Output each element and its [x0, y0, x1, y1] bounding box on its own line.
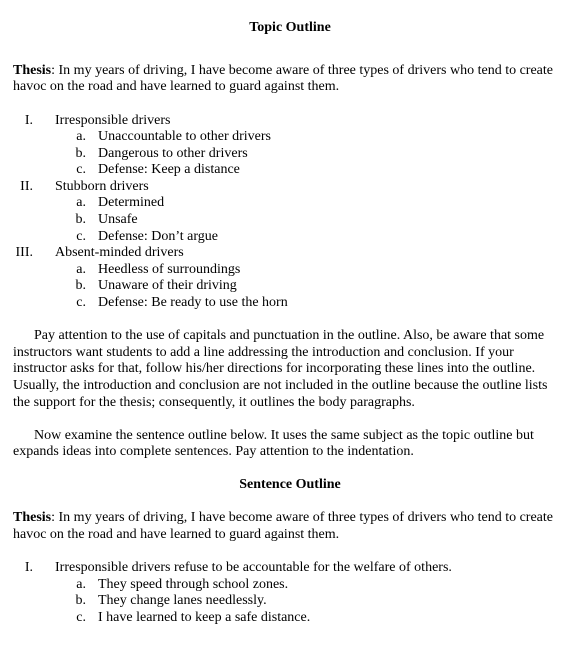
topic-section-1-item-c: Defense: Keep a distance [98, 162, 240, 177]
topic-section-3-title: Absent-minded drivers [55, 245, 184, 260]
topic-outline-title: Topic Outline [249, 20, 331, 35]
topic-section-2-item-a: Determined [98, 195, 165, 210]
topic-section-1-item-c-letter: c. [76, 162, 86, 177]
sentence-section-1-item-c: I have learned to keep a safe distance. [98, 610, 311, 625]
topic-section-1-item-b-letter: b. [75, 146, 86, 161]
topic-section-3-item-a: Heedless of surroundings [98, 262, 241, 277]
sentence-section-1-item-c-letter: c. [76, 610, 86, 625]
topic-thesis-label: Thesis [13, 63, 52, 78]
topic-section-3-item-a-letter: a. [76, 262, 86, 277]
topic-section-3-numeral: III. [15, 245, 33, 260]
paragraph-2-line-1: Now examine the sentence outline below. It uses the same subject as the topic outline but [34, 428, 534, 443]
topic-section-3-item-c-letter: c. [76, 295, 86, 310]
sentence-section-1-item-b: They change lanes needlessly. [98, 593, 267, 608]
topic-thesis-line1 [13, 63, 553, 80]
topic-section-3-item-b-letter: b. [75, 278, 86, 293]
topic-section-3-item-c: Defense: Be ready to use the horn [98, 295, 288, 310]
topic-section-2-numeral: II. [20, 179, 33, 194]
sentence-section-1-numeral: I. [24, 560, 33, 575]
sentence-outline-title: Sentence Outline [239, 477, 341, 492]
topic-thesis-line2: havoc on the road and have learned to guard against them. [13, 79, 340, 94]
topic-section-3-item-b: Unaware of their driving [98, 278, 237, 293]
topic-section-2-item-b: Unsafe [98, 212, 138, 227]
topic-section-2-item-c: Defense: Don’t argue [98, 229, 218, 244]
topic-thesis-text: : In my years of driving, I have become aware of three types of drivers who tend to create [51, 63, 553, 78]
topic-section-1-title: Irresponsible drivers [55, 113, 171, 128]
sentence-section-1-item-a: They speed through school zones. [98, 577, 289, 592]
sentence-section-1-item-a-letter: a. [76, 577, 86, 592]
topic-section-1-item-a-letter: a. [76, 129, 86, 144]
sentence-thesis-line2: havoc on the road and have learned to guard against them. [13, 527, 340, 542]
topic-section-2-title: Stubborn drivers [55, 179, 149, 194]
sentence-section-1-item-b-letter: b. [75, 593, 86, 608]
paragraph-1-line-3: instructor asks for that, follow his/her directions for incorporating these lines into the outline. [13, 361, 536, 376]
sentence-section-1-title: Irresponsible drivers refuse to be accountable for the welfare of others. [55, 560, 452, 575]
topic-section-2-item-a-letter: a. [76, 195, 86, 210]
topic-section-2-item-c-letter: c. [76, 229, 86, 244]
topic-section-2-item-b-letter: b. [75, 212, 86, 227]
sentence-thesis-label: Thesis [13, 510, 52, 525]
sentence-thesis-text: : In my years of driving, I have become aware of three types of drivers who tend to create [51, 510, 553, 525]
topic-section-1-numeral: I. [24, 113, 33, 128]
topic-section-1-item-b: Dangerous to other drivers [98, 146, 248, 161]
paragraph-1-line-4: Usually, the introduction and conclusion are not included in the outline because the outline lists [13, 378, 548, 393]
paragraph-1-line-5: the support for the thesis; consequently, it outlines the body paragraphs. [13, 395, 415, 410]
paragraph-1-line-1: Pay attention to the use of capitals and punctuation in the outline. Also, be aware that some [34, 328, 545, 343]
paragraph-1-line-2: instructors want students to add a line addressing the introduction and conclusion. If your [13, 345, 514, 360]
paragraph-2-line-2: expands ideas into complete sentences. Pay attention to the indentation. [13, 444, 414, 459]
sentence-thesis-line1 [13, 510, 553, 527]
topic-section-1-item-a: Unaccountable to other drivers [98, 129, 271, 144]
